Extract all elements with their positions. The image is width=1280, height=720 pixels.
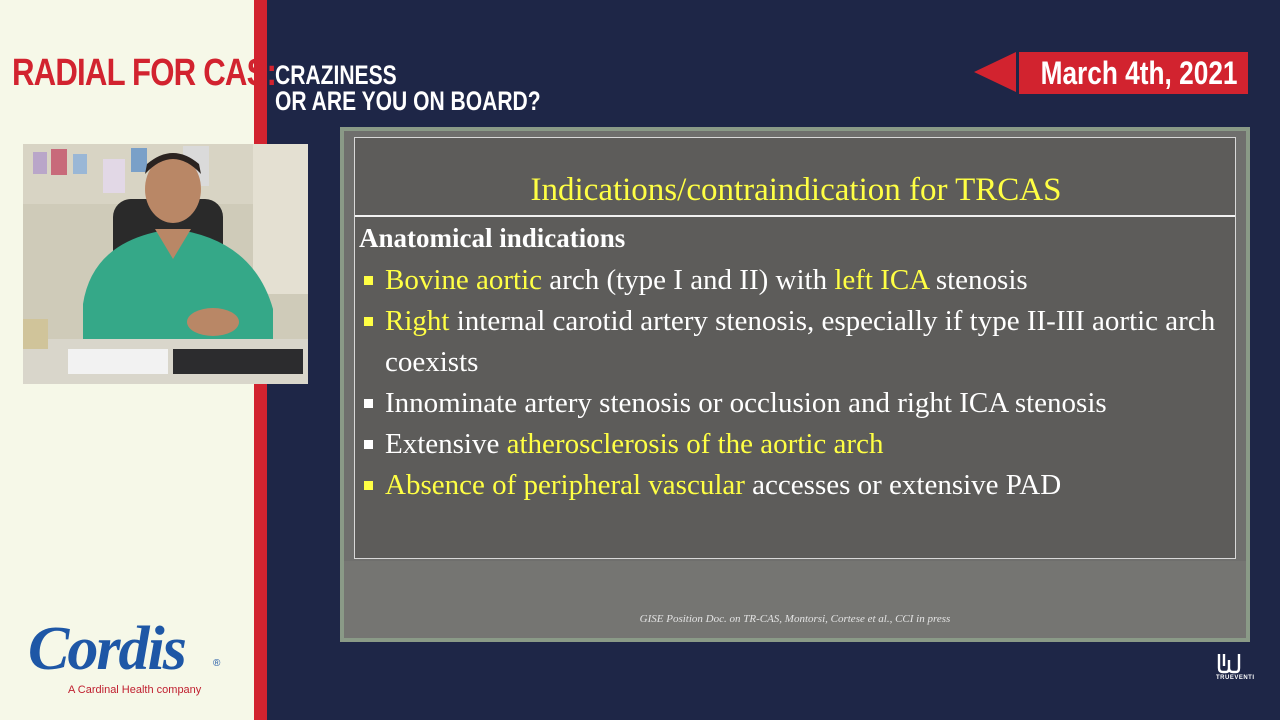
list-item [361,301,1231,383]
list-item [361,260,1231,301]
slide-heading-divider [355,215,1235,217]
bullet-square-icon [364,399,373,408]
slide-background-strip [344,561,1246,638]
slide-heading: Indications/contraindication for TRCAS [530,172,1062,208]
bullet-highlight: Absence of peripheral vascular [385,469,745,501]
section-title: Anatomical indications [359,223,626,253]
bullet-highlight: atherosclerosis of the aortic arch [506,428,884,460]
subtitle-line-2: OR ARE YOU ON BOARD? [275,86,541,116]
sponsor-logo [28,615,221,696]
show-title: RADIAL FOR CAS: [12,52,277,94]
list-item [361,424,1231,465]
list-item [361,465,1231,506]
bullet-square-icon [364,276,373,285]
date-arrow-icon [974,52,1016,92]
sponsor-tagline: A Cardinal Health company [68,684,202,696]
subtitle-line-1: CRAZINESS [275,60,397,90]
bullet-text: accesses or extensive PAD [744,469,1062,501]
indication-list [361,260,1231,506]
bullet-text: Extensive [385,428,507,460]
episode-subtitle [275,62,541,114]
header-band [0,0,1280,125]
slide-content-box [354,137,1236,559]
bullet-text: arch (type I and II) with [542,264,835,296]
speaker-video-frame [23,144,308,384]
bullet-highlight: Bovine aortic [385,264,543,296]
slide-citation: GISE Position Doc. on TR-CAS, Montorsi, Cortese et al., CCI in press [639,613,951,625]
bullet-square-icon [364,481,373,490]
bullet-square-icon [364,440,373,449]
sponsor-logo-wordmark: Cordis [28,615,185,683]
broadcaster-name: TRUEVENTI [1216,675,1255,681]
date-badge [1019,52,1248,94]
bullet-square-icon [364,317,373,326]
bullet-text: Innominate artery stenosis or occlusion and right ICA stenosis [385,387,1107,419]
date-label: March 4th, 2021 [1040,55,1238,91]
list-item [361,383,1231,424]
bullet-text: stenosis [928,264,1028,296]
bullet-highlight: left ICA [834,264,929,296]
registered-mark: ® [213,658,221,669]
speaker-video [23,144,308,384]
bullet-highlight: Right [385,305,450,337]
bullet-text: internal carotid artery stenosis, especially if type II-III aortic arch coexists [385,305,1216,378]
